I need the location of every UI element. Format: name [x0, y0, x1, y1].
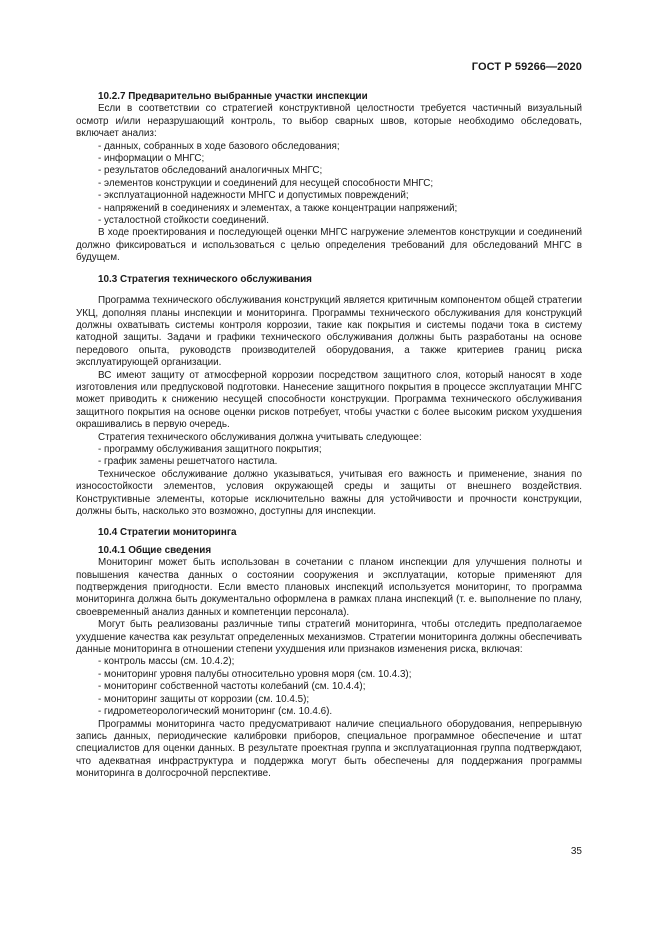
list-item: - информации о МНГС; — [76, 153, 582, 165]
list-item: - график замены решетчатого настила. — [76, 456, 582, 468]
section-10-3-paragraph-2: ВС имеют защиту от атмосферной коррозии посредством защитного слоя, который наносят в ходе изготовления или предпусковой подготовки. Нанесение защитного покрытия в процессе эксплуатации МНГС может приводить к снижению несущей способности конструкции. Программа технического обслуживания защитного покрытия на основе оценки рисков потребует, чтобы участки с более высоким риском ухудшения окрашивались в первую очередь. — [76, 369, 582, 431]
section-10-3-paragraph-4: Техническое обслуживание должно указываться, учитывая его важность и применение, знания по износостойкости элементов, условия окружающей среды и защиты от внешнего воздействия. Конструктивные элементы, которые исключительно важны для устойчивости и прочности конструкции, должны быть, насколько это возможно, доступны для инспекции. — [76, 468, 582, 517]
section-10-3-list — [76, 444, 582, 469]
section-10-2-7-outro: В ходе проектирования и последующей оценки МНГС нагружение элементов конструкции и соединений должно фиксироваться и использоваться с целью определения требований для обследований МНГС в будущем. — [76, 227, 582, 264]
section-10-2-7-intro: Если в соответствии со стратегией конструктивной целостности требуется частичный визуальный осмотр и/или неразрушающий контроль, то выбор сварных швов, которые необходимо обследовать, включает анализ: — [76, 103, 582, 140]
list-item: - напряжений в соединениях и элементах, а также концентрации напряжений; — [76, 203, 582, 215]
list-item: - данных, собранных в ходе базового обследования; — [76, 141, 582, 153]
section-10-4-1-paragraph-3: Программы мониторинга часто предусматривают наличие специального оборудования, непрерывную запись данных, периодические калибровки приборов, специальное программное обеспечение и штат специалистов для оценки данных. В результате проектная группа и эксплуатационная группа подтверждают, что адекватная инфраструктура и поддержка могут быть обеспечены для поддержания программы мониторинга в долгосрочной перспективе. — [76, 718, 582, 780]
section-10-2-7-list — [76, 141, 582, 228]
list-item: - усталостной стойкости соединений. — [76, 215, 582, 227]
standard-designation: ГОСТ Р 59266—2020 — [471, 61, 582, 73]
list-item: - мониторинг уровня палубы относительно уровня моря (см. 10.4.3); — [76, 669, 582, 681]
section-10-2-7-title: 10.2.7 Предварительно выбранные участки инспекции — [98, 91, 368, 102]
section-10-4-1-paragraph-1: Мониторинг может быть использован в сочетании с планом инспекции для улучшения полноты и повышения качества данных о состоянии сооружения и эксплуатации, которые применяют для подтверждения пригодности. Если вместо плановых инспекций используется мониторинг, то программа мониторинга должна быть документально оформлена в рамках плана инспекций (т. е. выполнение по плану, своевременный анализ данных и компетенции персонала). — [76, 557, 582, 618]
list-item: - элементов конструкции и соединений для несущей способности МНГС; — [76, 178, 582, 190]
section-10-3-paragraph-1: Программа технического обслуживания конструкций является критичным компонентом общей стратегии УКЦ, дополняя планы инспекции и мониторинга. Программы технического обслуживания для конструкций должны охватывать системы контроля коррозии, такие как покрытия и системы подачи тока в систему катодной защиты. Задачи и графики технического обслуживания должны быть разработаны на основе передового опыта, руководств производителей оборудования, а также критериев границ риска эксплуатирующей организации. — [76, 295, 582, 369]
list-item: - гидрометеорологический мониторинг (см. 10.4.6). — [76, 706, 582, 718]
list-item: - контроль массы (см. 10.4.2); — [76, 656, 582, 668]
list-item: - программу обслуживания защитного покрытия; — [76, 444, 582, 456]
section-10-4-1-title: 10.4.1 Общие сведения — [98, 544, 212, 556]
list-item: - эксплуатационной надежности МНГС и допустимых повреждений; — [76, 190, 582, 202]
page-number: 35 — [570, 846, 582, 857]
section-10-3-paragraph-3: Стратегия технического обслуживания должна учитывать следующее: — [98, 431, 422, 443]
section-10-4-1-list — [76, 656, 582, 718]
page-content — [76, 91, 582, 781]
list-item: - мониторинг собственной частоты колебаний (см. 10.4.4); — [76, 681, 582, 693]
section-10-4-title: 10.4 Стратегии мониторинга — [98, 527, 237, 539]
list-item: - мониторинг защиты от коррозии (см. 10.4.5); — [76, 694, 582, 706]
list-item: - результатов обследований аналогичных МНГС; — [76, 165, 582, 177]
section-10-4-1-paragraph-2: Могут быть реализованы различные типы стратегий мониторинга, чтобы отследить предполагаемое ухудшение качества как результат определенных механизмов. Стратегии мониторинга должны обеспечивать данные мониторинга в отношении степени ухудшения или признаков изменения риска, включая: — [76, 619, 582, 656]
section-10-3-title: 10.3 Стратегия технического обслуживания — [98, 273, 312, 285]
